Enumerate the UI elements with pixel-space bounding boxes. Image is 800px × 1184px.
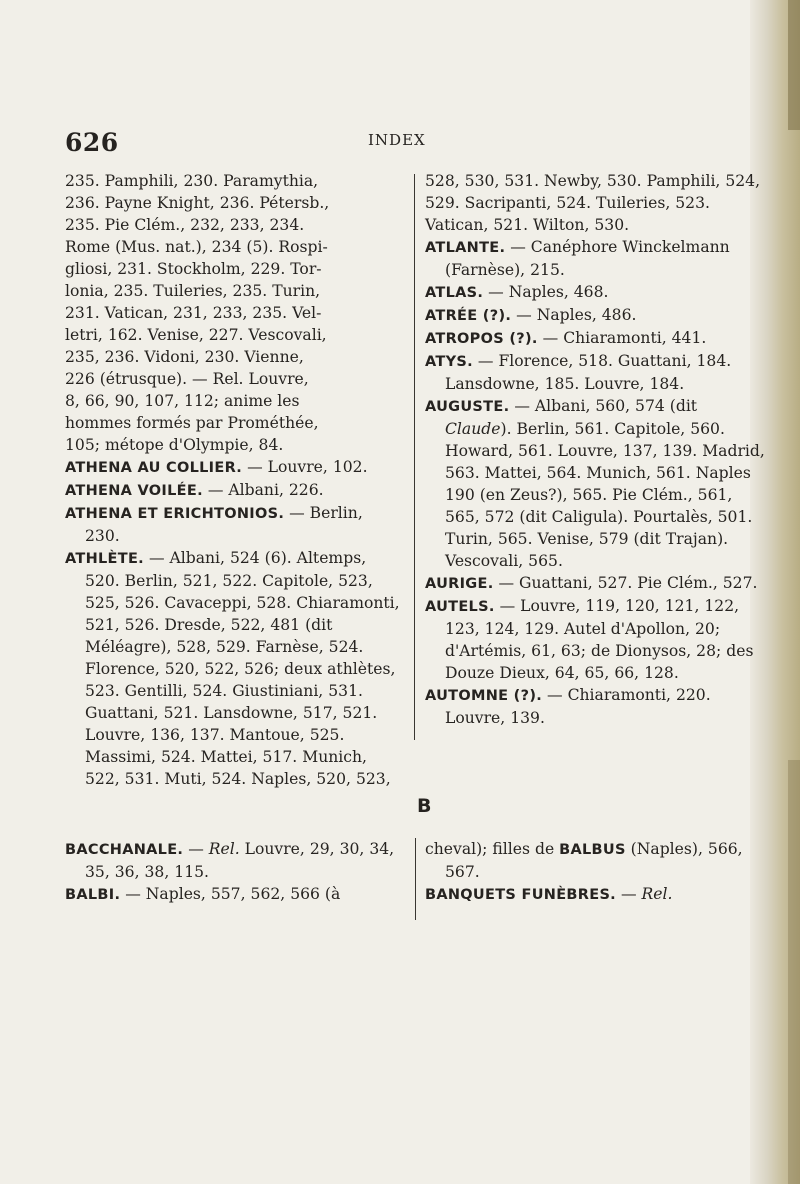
page-number: 626 <box>65 128 119 157</box>
index-entry <box>65 547 402 790</box>
index-entry <box>425 595 765 684</box>
entry-headword: ATHENA ET ERICHTONIOS. <box>65 506 285 522</box>
entry-headword: BALBUS <box>559 842 626 858</box>
continued-entry <box>425 838 767 883</box>
index-entry <box>425 236 765 281</box>
index-entry <box>425 883 767 906</box>
entry-headword: BANQUETS FUNÈBRES. <box>425 887 616 903</box>
entry-text: — <box>183 840 209 858</box>
index-entry <box>425 572 765 595</box>
left-column <box>65 170 402 790</box>
section-letter-heading: B <box>417 795 432 817</box>
index-entry <box>65 456 402 479</box>
bottom-left-column <box>65 838 405 906</box>
entry-italic: Rel. <box>641 885 673 903</box>
text-line: 226 (étrusque). — Rel. Louvre, <box>65 370 309 388</box>
entry-headword: ATLAS. <box>425 285 484 301</box>
text-line: hommes formés par Prométhée, <box>65 414 319 432</box>
entry-text: — Naples, 468. <box>483 283 609 301</box>
text-line: 105; métope d'Olympie, 84. <box>65 436 284 454</box>
entry-headword: AUTOMNE (?). <box>425 688 543 704</box>
index-entry <box>425 395 765 572</box>
entry-headword: ATYS. <box>425 354 473 370</box>
entry-headword: ATRÉE (?). <box>425 308 512 324</box>
entry-text: — Guattani, 527. Pie Clém., 527. <box>493 574 758 592</box>
entry-text: — Louvre, 102. <box>242 458 368 476</box>
index-entry <box>65 502 402 547</box>
text-line: Rome (Mus. nat.), 234 (5). Rospi- <box>65 238 328 256</box>
index-entry <box>65 838 405 883</box>
entry-headword: ATLANTE. <box>425 240 506 256</box>
entry-headword: ATHLÈTE. <box>65 551 144 567</box>
entry-headword: AURIGE. <box>425 576 494 592</box>
index-entry <box>425 684 765 729</box>
entry-text: (Naples), 566, 567. <box>445 840 743 881</box>
entry-text: — Albani, 560, 574 (dit <box>509 397 698 415</box>
entry-text: — Albani, 226. <box>202 481 324 499</box>
text-line: letri, 162. Venise, 227. Vescovali, <box>65 326 327 344</box>
entry-text: — Chiaramonti, 220. Louvre, 139. <box>445 686 711 727</box>
entry-text: — Louvre, 119, 120, 121, 122, 123, 124, 129. Autel d'Apollon, 20; d'Artémis, 61, 63; de Dionysos, 28; des Douze Dieux, 64, 65, 66, 128. <box>445 597 754 682</box>
entry-headword: ATHENA VOILÉE. <box>65 483 203 499</box>
entry-text: — Berlin, 230. <box>85 504 363 545</box>
entry-text: — Naples, 486. <box>511 306 637 324</box>
entry-headword: BALBI. <box>65 887 121 903</box>
entry-text-prefix: cheval); filles de <box>425 840 560 858</box>
text-line: 235. Pie Clém., 232, 233, 234. <box>65 216 305 234</box>
entry-text: — <box>616 885 642 903</box>
entry-text: — Chiaramonti, 441. <box>537 329 707 347</box>
entry-headword: ATHENA AU COLLIER. <box>65 460 243 476</box>
entry-headword: AUTELS. <box>425 599 495 615</box>
continued-entry <box>425 170 765 236</box>
entry-headword: AUGUSTE. <box>425 399 510 415</box>
index-entry <box>425 304 765 327</box>
text-line: 236. Payne Knight, 236. Pétersb., <box>65 194 330 212</box>
entry-text-tail: ). Berlin, 561. Capitole, 560. Howard, 561. Louvre, 137, 139. Madrid, 563. Mattei, 564. Munich, 561. Naples 190 (en Zeus?), 565. Pie Clém., 561, 565, 572 (dit Caligula). Pourtalès, 501. Turin, 565. Venise, 579 (dit Trajan). Vescovali, 565. <box>445 420 765 570</box>
entry-italic: Claude <box>445 420 501 438</box>
entry-text: — Florence, 518. Guattani, 184. Lansdowne, 185. Louvre, 184. <box>445 352 732 393</box>
entry-text: 528, 530, 531. Newby, 530. Pamphili, 524, 529. Sacripanti, 524. Tuileries, 523. Vatican, 521. Wilton, 530. <box>425 172 761 234</box>
entry-headword: ATROPOS (?). <box>425 331 538 347</box>
entry-italic: Rel. <box>208 840 240 858</box>
running-head: INDEX <box>368 131 426 149</box>
index-entry <box>65 883 405 906</box>
text-line: 235. Pamphili, 230. Paramythia, <box>65 172 319 190</box>
index-entry <box>425 327 765 350</box>
text-line: lonia, 235. Tuileries, 235. Turin, <box>65 282 321 300</box>
text-line: 235, 236. Vidoni, 230. Vienne, <box>65 348 304 366</box>
entry-text: — Naples, 557, 562, 566 (à <box>120 885 341 903</box>
bottom-right-column <box>425 838 767 906</box>
column-divider <box>415 838 416 920</box>
entry-text-tail: Louvre, 29, 30, 34, 35, 36, 38, 115. <box>85 840 395 881</box>
text-line: 8, 66, 90, 107, 112; anime les <box>65 392 300 410</box>
text-line: gliosi, 231. Stockholm, 229. Tor- <box>65 260 322 278</box>
entry-text: — Canéphore Winckelmann (Farnèse), 215. <box>445 238 730 279</box>
continued-entry <box>65 170 402 456</box>
index-entry <box>425 281 765 304</box>
entry-text: — Albani, 524 (6). Altemps, 520. Berlin, 521, 522. Capitole, 523, 525, 526. Cavaceppi, 528. Chiaramonti, 521, 526. Dresde, 522, 481 (dit Méléagre), 528, 529. Farnèse, 524. Florence, 520, 522, 526; deux athlètes, 523. Gentilli, 524. Giustiniani, 531. Guattani, 521. Lansdowne, 517, 521. Louvre, 136, 137. Mantoue, 525. Massimi, 524. Mattei, 517. Munich, 522, 531. Muti, 524. Naples, 520, 523, <box>85 549 400 788</box>
right-column <box>425 170 765 729</box>
index-entry <box>425 350 765 395</box>
text-line: 231. Vatican, 231, 233, 235. Vel- <box>65 304 322 322</box>
column-divider <box>414 174 415 740</box>
entry-headword: BACCHANALE. <box>65 842 184 858</box>
index-entry <box>65 479 402 502</box>
